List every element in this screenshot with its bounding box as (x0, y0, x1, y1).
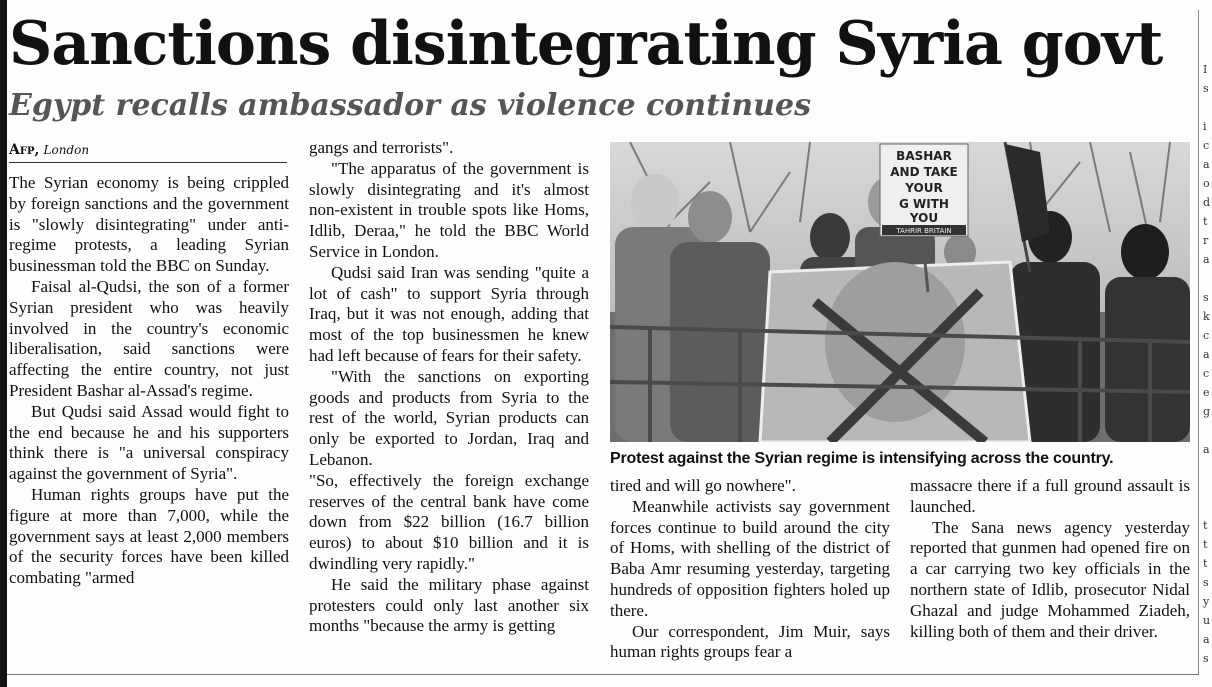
paragraph: "So, effectively the foreign exchange reserves of the central bank have come down from $22 billion (16.7 billion euros) to about $10 billion and it is dwindling very rapidly." (309, 470, 589, 573)
edge-letter (1203, 459, 1212, 478)
paragraph: gangs and terrorists". (309, 138, 454, 157)
edge-letter: c (1203, 139, 1210, 152)
byline-location: London (43, 143, 90, 157)
edge-letter (1203, 98, 1212, 117)
edge-letter: s (1203, 291, 1209, 304)
edge-letter: t (1203, 215, 1208, 228)
article-column-2 (309, 138, 589, 662)
edge-letter: i (1203, 120, 1207, 133)
placard-line: AND TAKE (890, 165, 958, 179)
edge-letter: o (1203, 177, 1210, 190)
paragraph: Human rights groups have put the figure at more than 7,000, while the government says at least 2,000 members of the security forces have been killed combating "armed (9, 484, 289, 588)
edge-letter: a (1203, 443, 1210, 456)
edge-letter: a (1203, 158, 1210, 171)
headline: Sanctions disintegrating Syria govt (9, 9, 1163, 79)
paragraph: "With the sanctions on exporting goods and products from Syria to the rest of the world, Syrian products can only be exported to Jordan, Iraq and Lebanon. (309, 366, 589, 469)
edge-letter: u (1203, 614, 1211, 627)
placard-line: G WITH (899, 197, 949, 211)
edge-letter: a (1203, 253, 1210, 266)
edge-letter (1203, 269, 1212, 288)
left-margin-bar (0, 0, 7, 687)
paragraph: Faisal al-Qudsi, the son of a former Syrian president who was heavily involved in the country's economic liberalisation, said sanctions were affecting the entire country, not just President Bashar al-Assad's regime. (9, 276, 289, 400)
edge-letter: d (1203, 196, 1211, 209)
paragraph: tired and will go nowhere". (610, 476, 796, 495)
paragraph: He said the military phase against protesters could only last another six months "because the army is getting (309, 574, 589, 636)
article-column-4 (910, 476, 1190, 662)
edge-letter: I (1203, 63, 1208, 76)
subheadline: Egypt recalls ambassador as violence continues (9, 88, 811, 123)
news-photo (610, 142, 1190, 442)
edge-letter: g (1203, 405, 1211, 418)
photo-caption: Protest against the Syrian regime is intensifying across the country. (610, 450, 1114, 467)
edge-letter: c (1203, 329, 1210, 342)
edge-letter: k (1203, 310, 1210, 323)
edge-letter (1203, 421, 1212, 440)
edge-letter: t (1203, 538, 1208, 551)
edge-letter: a (1203, 348, 1210, 361)
protest-photo-illustration (610, 142, 1190, 442)
paragraph: Qudsi said Iran was sending "quite a lot of cash" to support Syria through Iraq, but it was not enough, adding that most of the top businessmen he knew had left because of fears for their safety. (309, 262, 589, 365)
paragraph: But Qudsi said Assad would fight to the end because he and his supporters think there is "a universal conspiracy against the government of Syria". (9, 401, 289, 484)
edge-letter (1203, 497, 1212, 516)
paragraph: "The apparatus of the government is slowly disintegrating and it's almost non-existent in trouble spots like Homs, Idlib, Deraa," he told the BBC World Service in London. (309, 158, 589, 261)
edge-letter: e (1203, 386, 1210, 399)
edge-letter: s (1203, 576, 1209, 589)
placard-line: YOUR (905, 181, 943, 195)
byline (9, 140, 287, 163)
edge-letter: c (1203, 367, 1210, 380)
placard-footer: TAHRIR BRITAIN (896, 227, 952, 235)
paragraph: massacre there if a full ground assault is launched. (910, 476, 1190, 516)
placard-line: BASHAR (896, 149, 952, 163)
portrait-poster (760, 262, 1030, 442)
edge-letter: r (1203, 234, 1209, 247)
paragraph: Meanwhile activists say government forces continue to build around the city of Homs, with shelling of the district of Baba Amr resuming yesterday, targeting hundreds of opposition fighters holed up there. (610, 496, 890, 620)
adjacent-article-edge (1203, 60, 1212, 680)
edge-letter: s (1203, 82, 1209, 95)
article-column-1 (9, 173, 289, 661)
column-rule (1198, 10, 1199, 675)
paragraph: The Syrian economy is being crippled by foreign sanctions and the government is "slowly disintegrating" under anti-regime protests, a leading Syrian businessman told the BBC on Sunday. (9, 173, 289, 276)
article-column-3 (610, 476, 890, 662)
bottom-rule (7, 674, 1198, 675)
edge-letter: a (1203, 633, 1210, 646)
placard-line: YOU (909, 211, 939, 225)
paragraph: The Sana news agency yesterday reported that gunmen had opened fire on a car carrying two key officials in the northern state of Idlib, prosecutor Nidal Ghazal and judge Mohammed Ziadeh, killing both of them and their driver. (910, 517, 1190, 641)
edge-letter: y (1203, 595, 1210, 608)
edge-letter (1203, 478, 1212, 497)
paragraph: Our correspondent, Jim Muir, says human rights groups fear a (610, 621, 890, 662)
edge-letter: t (1203, 519, 1208, 532)
byline-agency: Afp, (9, 142, 40, 158)
edge-letter: s (1203, 652, 1209, 665)
edge-letter: t (1203, 557, 1208, 570)
